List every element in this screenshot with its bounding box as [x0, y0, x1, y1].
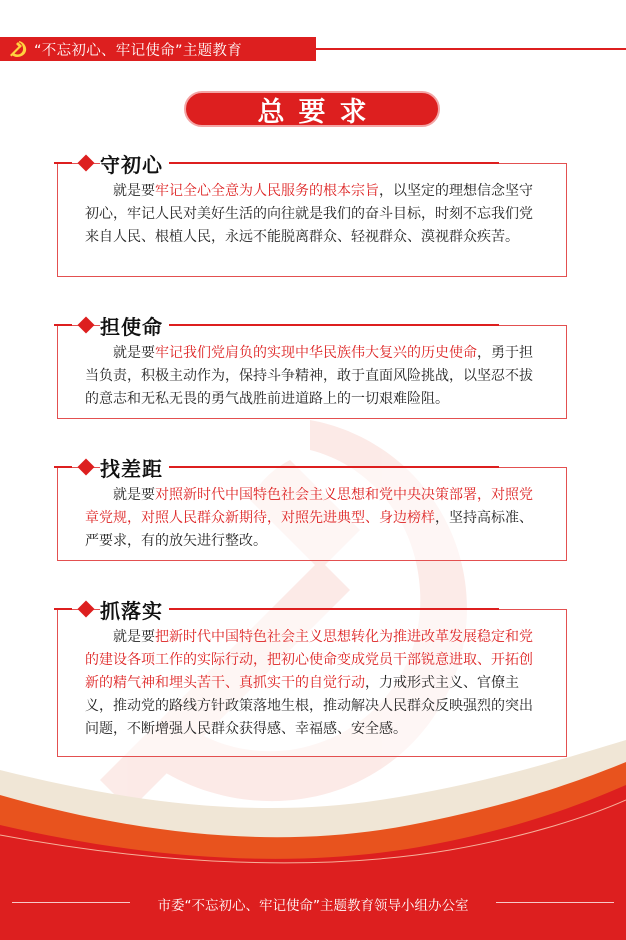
section-title: 担使命: [100, 311, 169, 340]
header-rule-right: [169, 466, 499, 468]
body-highlight: 牢记我们党肩负的实现中华民族伟大复兴的历史使命: [155, 345, 477, 361]
header-rule-left: [54, 162, 72, 164]
page-title: 总要求: [257, 96, 381, 128]
body-lead: 就是要: [113, 487, 155, 503]
banner-title: “不忘初心、牢记使命”主题教育: [34, 42, 243, 59]
section-title: 抓落实: [100, 595, 169, 624]
diamond-icon: [78, 459, 95, 476]
body-lead: 就是要: [113, 345, 155, 361]
diamond-icon: [78, 155, 95, 172]
section-body: [85, 180, 541, 249]
body-highlight: 对照新时代中国特色社会主义思想和党中央决策部署，对照党章党规，对照人民群众新期待，对照先进典型、身边榜样: [85, 487, 533, 526]
diamond-icon: [78, 601, 95, 618]
body-lead: 就是要: [113, 183, 155, 199]
section-title: 守初心: [100, 149, 169, 178]
page-title-pill: [184, 91, 440, 127]
body-lead: 就是要: [113, 629, 155, 645]
body-rest: ，力戒形式主义、官僚主义，推动党的路线方针政策落地生根，推动解决人民群众反映强烈的突出问题，不断增强人民群众获得感、幸福感、安全感。: [85, 675, 533, 737]
section-header: [54, 454, 574, 480]
body-highlight: 牢记全心全意为人民服务的根本宗旨: [155, 183, 379, 199]
banner-rule: [316, 48, 626, 50]
section-body: [85, 342, 541, 411]
section-header: [54, 596, 574, 622]
section-header: [54, 150, 574, 176]
header-banner: [0, 37, 316, 61]
section-body: [85, 484, 541, 553]
body-rest: ，勇于担当负责，积极主动作为，保持斗争精神，敢于直面风险挑战，以坚忍不拔的意志和无私无畏的勇气战胜前进道路上的一切艰难险阻。: [85, 345, 533, 407]
footer-rule-right: [496, 902, 614, 903]
header-rule-right: [169, 608, 499, 610]
diamond-icon: [78, 317, 95, 334]
body-highlight: 把新时代中国特色社会主义思想转化为推进改革发展稳定和党的建设各项工作的实际行动，把初心使命变成党员干部锐意进取、开拓创新的精气神和埋头苦干、真抓实干的自觉行动: [85, 629, 533, 691]
section-title: 找差距: [100, 453, 169, 482]
header-rule-right: [169, 324, 499, 326]
section-header: [54, 312, 574, 338]
body-rest: ，坚持高标准、严要求，有的放矢进行整改。: [85, 510, 533, 549]
body-rest: ，以坚定的理想信念坚守初心，牢记人民对美好生活的向往就是我们的奋斗目标，时刻不忘我们党来自人民、根植人民，永远不能脱离群众、轻视群众、漠视群众疾苦。: [85, 183, 533, 245]
header-rule-left: [54, 466, 72, 468]
header-rule-left: [54, 608, 72, 610]
header-rule-left: [54, 324, 72, 326]
header-rule-right: [169, 162, 499, 164]
section-body: [85, 626, 541, 741]
party-emblem-icon: [8, 39, 28, 59]
footer-text: 市委“不忘初心、牢记使命”主题教育领导小组办公室: [157, 898, 469, 914]
